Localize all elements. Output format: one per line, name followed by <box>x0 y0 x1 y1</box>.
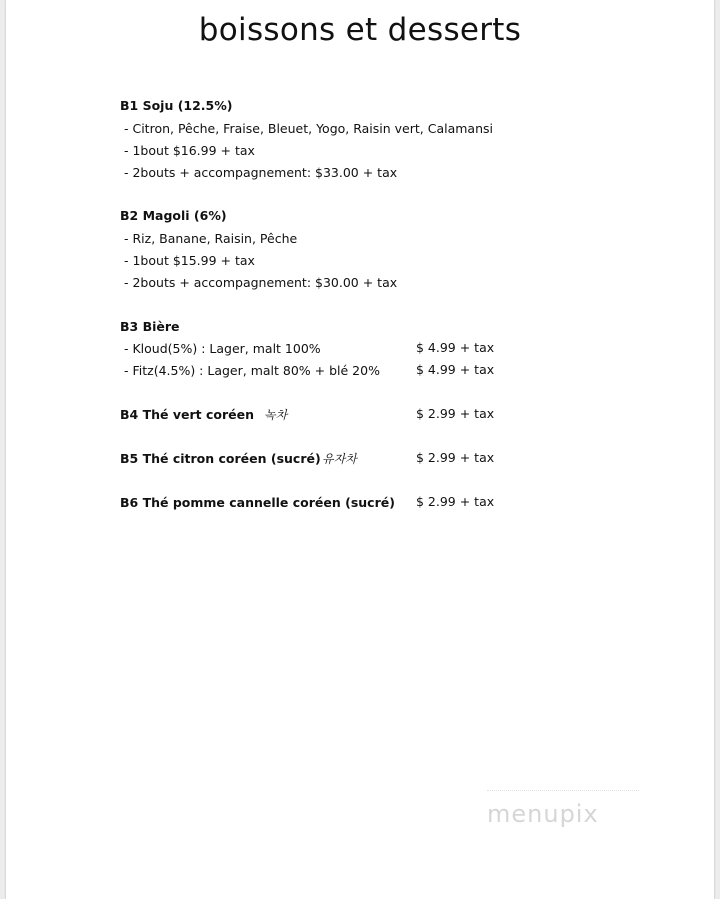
section-b4-heading: B4 Thé vert coréen <box>120 407 254 422</box>
section-b3-heading: B3 Bière <box>120 319 180 334</box>
watermark-rule <box>487 790 639 791</box>
section-b1-line: - Citron, Pêche, Fraise, Bleuet, Yogo, Raisin vert, Calamansi <box>124 121 494 136</box>
section-b6-heading: B6 Thé pomme cannelle coréen (sucré) <box>120 495 395 510</box>
beer-item-price: $ 4.99 + tax <box>416 340 495 355</box>
watermark-logo: menupix <box>487 800 599 828</box>
section-b2-line: - Riz, Banane, Raisin, Pêche <box>124 231 298 246</box>
section-b4-price: $ 2.99 + tax <box>416 406 495 421</box>
beer-item-name: - Fitz(4.5%) : Lager, malt 80% + blé 20% <box>124 363 380 378</box>
section-b5-heading: B5 Thé citron coréen (sucré) <box>120 451 321 466</box>
beer-item-name: - Kloud(5%) : Lager, malt 100% <box>124 341 321 356</box>
section-b1-line: - 1bout $16.99 + tax <box>124 143 255 158</box>
korean-label: 녹차 <box>264 408 288 422</box>
section-b2-heading: B2 Magoli (6%) <box>120 208 227 223</box>
page-title: boissons et desserts <box>198 12 522 48</box>
beer-item-price: $ 4.99 + tax <box>416 362 495 377</box>
section-b1-line: - 2bouts + accompagnement: $33.00 + tax <box>124 165 398 180</box>
section-b6-price: $ 2.99 + tax <box>416 494 495 509</box>
section-b1-heading: B1 Soju (12.5%) <box>120 98 233 113</box>
korean-label: 유자차 <box>322 452 357 466</box>
section-b2-line: - 2bouts + accompagnement: $30.00 + tax <box>124 275 398 290</box>
section-b5-price: $ 2.99 + tax <box>416 450 495 465</box>
section-b2-line: - 1bout $15.99 + tax <box>124 253 255 268</box>
